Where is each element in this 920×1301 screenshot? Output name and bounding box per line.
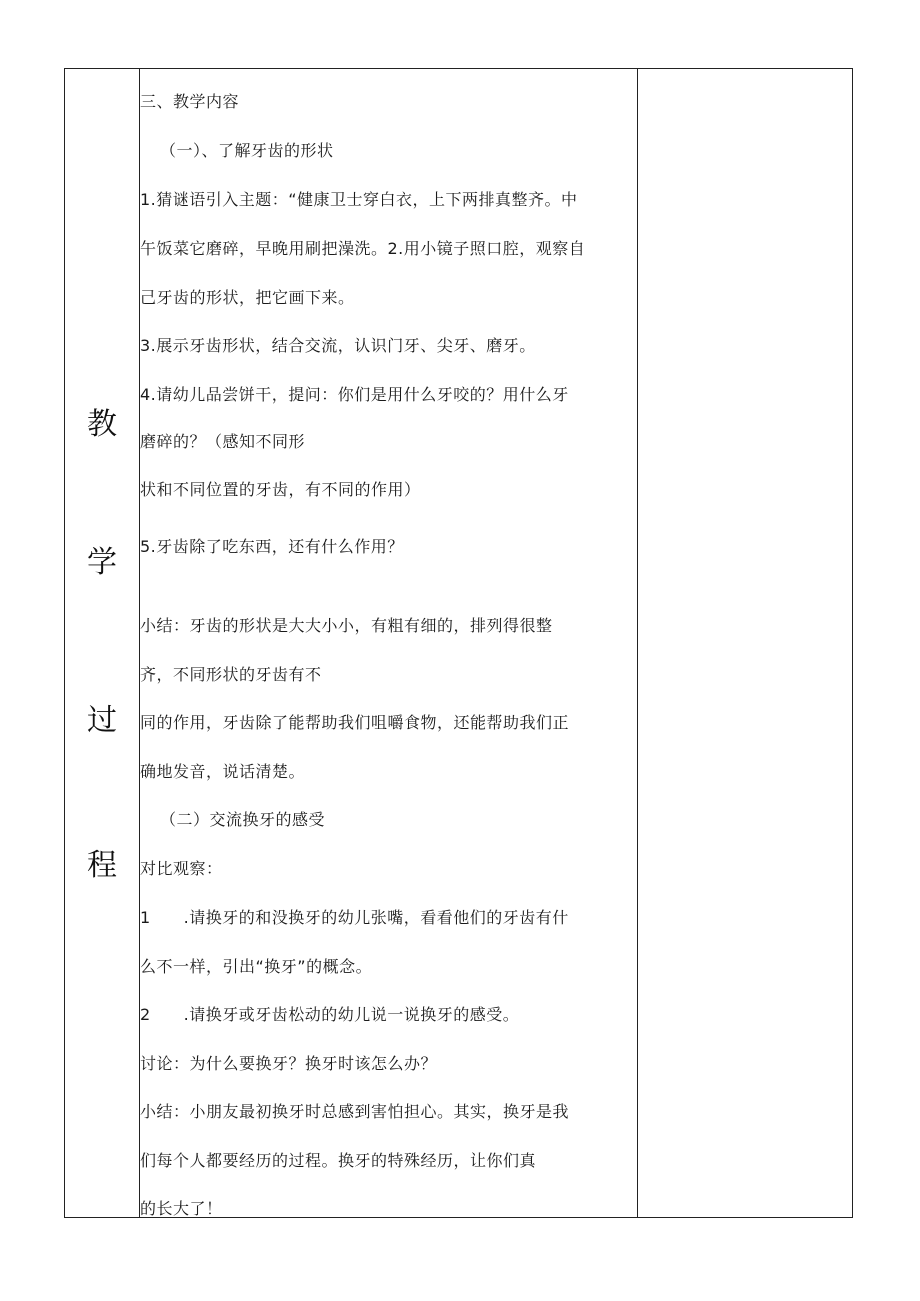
content-line: 己牙齿的形状，把它画下来。 (140, 288, 355, 307)
summary-line: 的长大了！ (140, 1199, 223, 1218)
section-heading: 三、教学内容 (140, 92, 240, 111)
summary-line: 齐，不同形状的牙齿有不 (140, 665, 322, 684)
content-line: 1.猜谜语引入主题：“健康卫士穿白衣，上下两排真整齐。中 (140, 190, 578, 209)
content-line: 磨碎的？（感知不同形 (140, 432, 306, 451)
content-line: 1 .请换牙的和没换牙的幼儿张嘴，看看他们的牙齿有什 (140, 908, 569, 927)
side-label-char-4: 程 (87, 848, 117, 883)
content-line: 3.展示牙齿形状，结合交流，认识门牙、尖牙、磨牙。 (140, 336, 536, 355)
notes-cell (637, 68, 853, 1218)
content-line: 午饭菜它磨碎，早晚用刷把澡洗。2.用小镜子照口腔，观察自 (140, 239, 586, 258)
summary-line: 同的作用，牙齿除了能帮助我们咀嚼食物，还能帮助我们正 (140, 713, 570, 732)
summary-line: 小结：小朋友最初换牙时总感到害怕担心。其实，换牙是我 (140, 1102, 570, 1121)
side-label-char-2: 学 (87, 545, 117, 580)
content-line: 讨论：为什么要换牙？换牙时该怎么办？ (140, 1054, 438, 1073)
content-line: 5.牙齿除了吃东西，还有什么作用？ (140, 537, 404, 556)
side-label-char-1: 教 (87, 407, 117, 442)
content-line: 状和不同位置的牙齿，有不同的作用） (140, 480, 421, 499)
subsection-heading: （一）、了解牙齿的形状 (160, 141, 334, 160)
side-label-char-3: 过 (87, 703, 117, 738)
content-line: 对比观察： (140, 859, 223, 878)
subsection-heading: （二）交流换牙的感受 (160, 810, 326, 829)
content-line: 4.请幼儿品尝饼干，提问：你们是用什么牙咬的？用什么牙 (140, 385, 569, 404)
content-line: 么不一样，引出“换牙”的概念。 (140, 957, 373, 976)
summary-line: 确地发音，说话清楚。 (140, 762, 306, 781)
summary-line: 们每个人都要经历的过程。换牙的特殊经历，让你们真 (140, 1151, 537, 1170)
summary-line: 小结：牙齿的形状是大大小小，有粗有细的，排列得很整 (140, 616, 553, 635)
content-line: 2 .请换牙或牙齿松动的幼儿说一说换牙的感受。 (140, 1005, 520, 1024)
